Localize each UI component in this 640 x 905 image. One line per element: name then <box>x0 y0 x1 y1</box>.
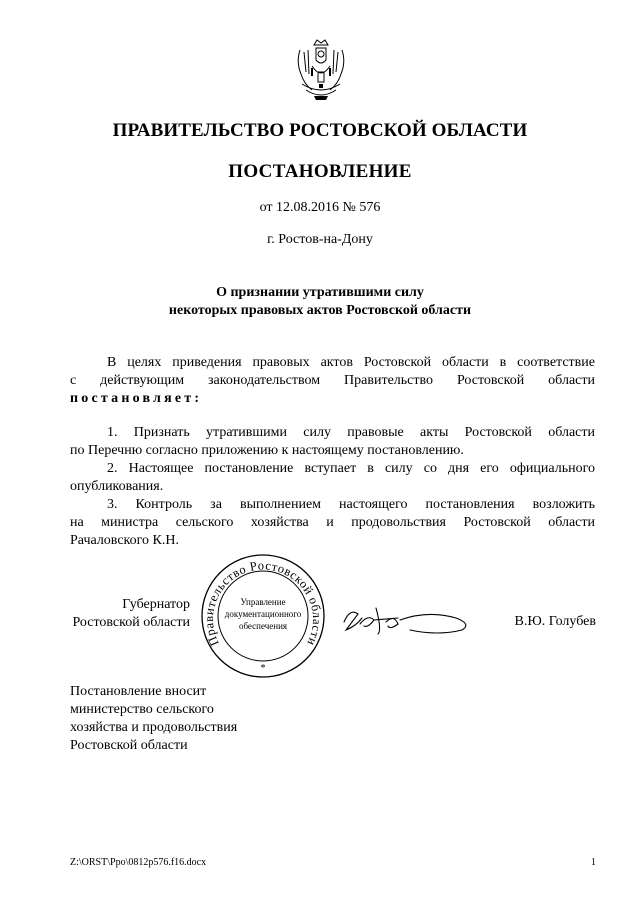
preamble-line: В целях приведения правовых актов Ростовской области в соответствие <box>107 355 595 370</box>
item-line: на министра сельского хозяйства и продовольствия Ростовской области <box>70 515 595 530</box>
page-number: 1 <box>591 857 596 868</box>
signatory-title <box>70 596 190 632</box>
seal-text-line: обеспечения <box>238 621 288 631</box>
footer-file-path: Z:\ORST\Ppo\0812p576.f16.docx <box>70 857 207 868</box>
introducer-line: хозяйства и продовольствия <box>70 720 238 735</box>
seal-star: * <box>260 663 266 674</box>
seal-text-line: Управление <box>240 597 286 607</box>
subject-line: О признании утратившими силу <box>216 285 424 300</box>
signatory-name: В.Ю. Голубев <box>514 614 596 629</box>
city-line: г. Ростов-на-Дону <box>267 232 373 247</box>
organization-title: ПРАВИТЕЛЬСТВО РОСТОВСКОЙ ОБЛАСТИ <box>112 120 528 141</box>
subject-line: некоторых правовых актов Ростовской области <box>168 303 472 318</box>
introducer-note <box>70 683 330 755</box>
handwritten-signature-icon <box>338 600 478 640</box>
item-line: опубликования. <box>70 479 164 494</box>
coat-of-arms-icon <box>292 38 350 104</box>
preamble-line: с действующим законодательством Правительство Ростовской области <box>70 373 595 388</box>
item-line: Рачаловского К.Н. <box>70 533 179 548</box>
introducer-line: Постановление вносит <box>70 684 207 699</box>
item-line: по Перечню согласно приложению к настоящему постановлению. <box>70 443 464 458</box>
item-line: 1. Признать утратившими силу правовые акты Ростовской области <box>107 425 595 440</box>
item-line: 2. Настоящее постановление вступает в силу со дня его официального <box>107 461 595 476</box>
date-number-line: от 12.08.2016 № 576 <box>259 200 381 215</box>
signatory-title-line: Ростовской области <box>72 615 190 630</box>
introducer-line: Ростовской области <box>70 738 188 753</box>
seal-text-line: документационного <box>224 609 302 619</box>
preamble-resolves: постановляет: <box>70 391 203 406</box>
introducer-line: министерство сельского <box>70 702 214 717</box>
signatory-title-line: Губернатор <box>122 597 190 612</box>
item-line: 3. Контроль за выполнением настоящего постановления возложить <box>107 497 595 512</box>
document-subject <box>0 284 640 320</box>
official-seal-icon <box>200 553 326 679</box>
document-type: ПОСТАНОВЛЕНИЕ <box>228 161 412 182</box>
seal-ring-text: Правительство Ростовской области <box>201 558 325 649</box>
